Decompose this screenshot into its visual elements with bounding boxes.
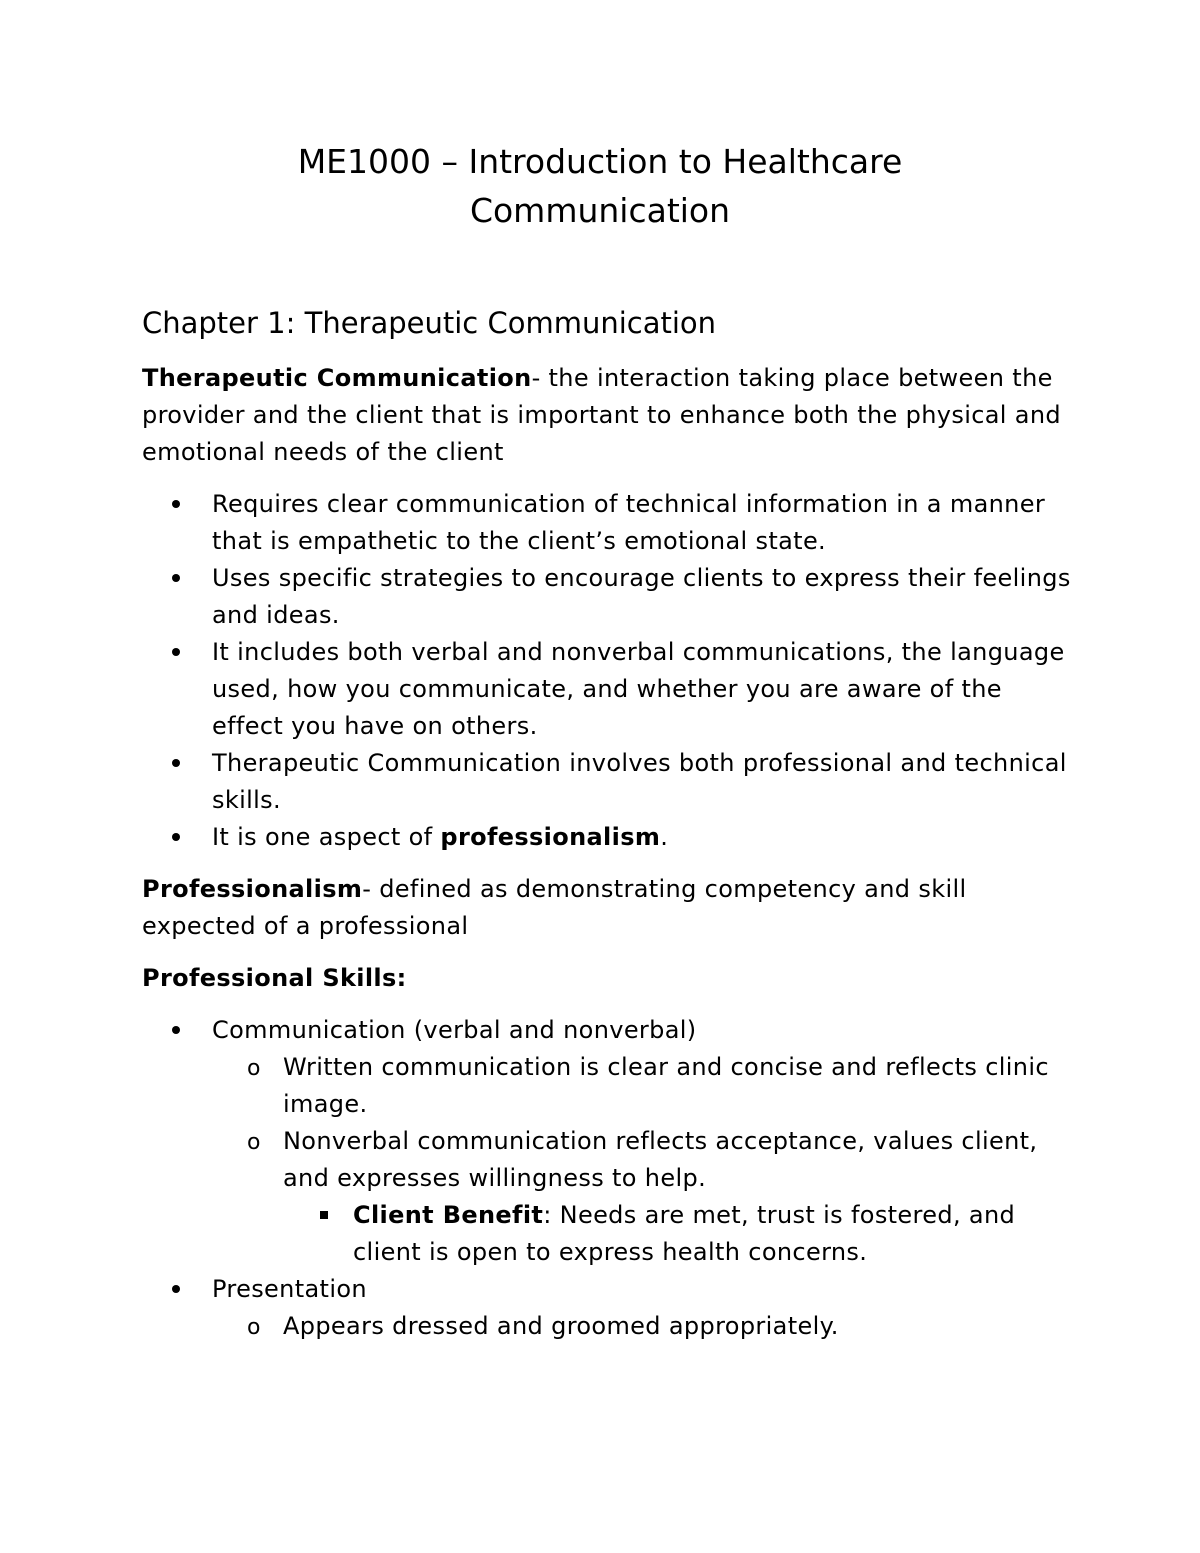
list-item: Requires clear communication of technical information in a manner that is empathetic to the client’s emotional state. xyxy=(142,486,1072,560)
bullet-icon xyxy=(172,819,202,856)
professionalism-emphasis: professionalism xyxy=(440,823,661,851)
communication-sublist xyxy=(142,1049,1072,1271)
list-item: Client Benefit: Needs are met, trust is fostered, and client is open to express health concerns. xyxy=(142,1197,1072,1271)
bullet-icon xyxy=(172,486,202,523)
bullet-icon xyxy=(172,560,202,597)
list-item: It includes both verbal and nonverbal communications, the language used, how you communicate, and whether you are aware of the effect you have on others. xyxy=(142,634,1072,745)
list-item: Therapeutic Communication involves both professional and technical skills. xyxy=(142,745,1072,819)
square-bullet-icon xyxy=(320,1197,350,1234)
client-benefit-sublist xyxy=(142,1197,1072,1271)
document-title-line-2: Communication xyxy=(469,191,731,230)
client-benefit-term: Client Benefit xyxy=(353,1201,544,1229)
bullet-icon xyxy=(172,1271,202,1308)
therapeutic-definition xyxy=(142,360,1072,471)
list-item: It is one aspect of professionalism. xyxy=(142,819,1072,856)
circle-bullet-icon: o xyxy=(247,1130,261,1155)
list-item: Communication (verbal and nonverbal) o Written communication is clear and concise and reflects clinic image. o Nonverbal communication reflects acceptance, values client, and expresses willingness to help. Client Benefit: Needs are met, trust is fostered, and client is open to express health concerns. xyxy=(142,1012,1072,1271)
document-body xyxy=(142,360,1072,1360)
document-title-line-1: ME1000 – Introduction to Healthcare xyxy=(297,142,903,181)
skills-heading: Professional Skills: xyxy=(142,964,407,992)
bullet-icon xyxy=(172,745,202,782)
chapter-heading: Chapter 1: Therapeutic Communication xyxy=(142,306,717,340)
professionalism-definition-text: - defined as demonstrating competency and skill expected of a professional xyxy=(142,875,967,940)
list-item: o Appears dressed and groomed appropriately. xyxy=(142,1308,1072,1345)
circle-bullet-icon: o xyxy=(247,1315,261,1340)
bullet-icon xyxy=(172,634,202,671)
bullet-icon xyxy=(172,1012,202,1049)
list-item: o Written communication is clear and concise and reflects clinic image. xyxy=(142,1049,1072,1123)
therapeutic-bullet-list xyxy=(142,486,1072,856)
circle-bullet-icon: o xyxy=(247,1056,261,1081)
skills-list xyxy=(142,1012,1072,1345)
list-item: o Nonverbal communication reflects acceptance, values client, and expresses willingness to help. Client Benefit: Needs are met, trust is fostered, and client is open to express health concerns. xyxy=(142,1123,1072,1271)
therapeutic-term: Therapeutic Communication xyxy=(142,364,532,392)
presentation-sublist xyxy=(142,1308,1072,1345)
therapeutic-definition-text: - the interaction taking place between the provider and the client that is important to enhance both the physical and emotional needs of the client xyxy=(142,364,1062,466)
professionalism-definition xyxy=(142,871,1072,945)
list-item: Uses specific strategies to encourage clients to express their feelings and ideas. xyxy=(142,560,1072,634)
list-item: Presentation o Appears dressed and groomed appropriately. xyxy=(142,1271,1072,1345)
professionalism-term: Professionalism xyxy=(142,875,363,903)
